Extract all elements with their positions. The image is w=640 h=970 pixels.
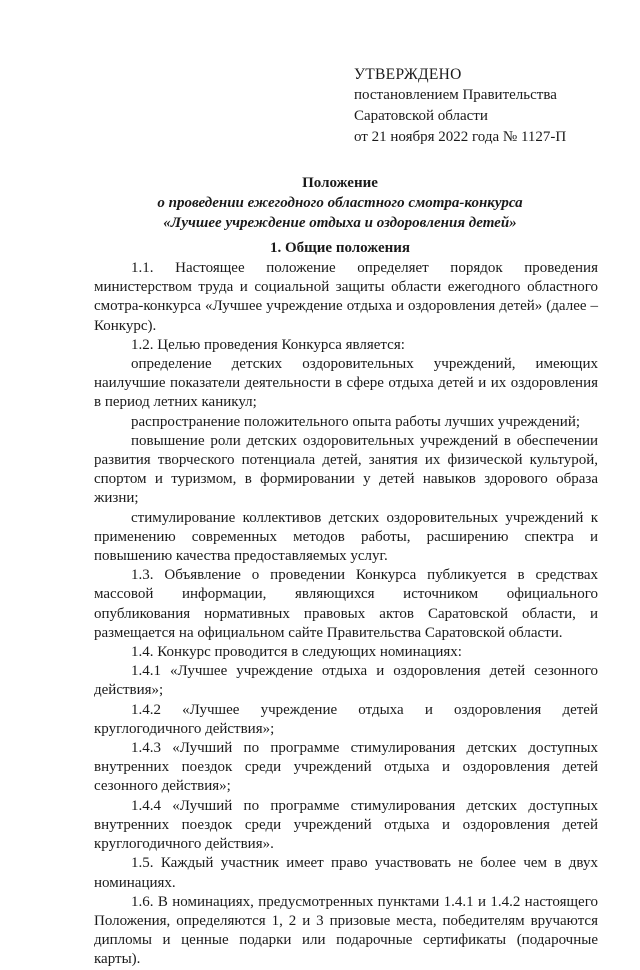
paragraph: 1.4. Конкурс проводится в следующих номинациях: [131,644,462,661]
paragraph: 1.2. Целью проведения Конкурса является: [131,336,405,353]
paragraph: 1.4.2 «Лучшее учреждение отдыха и оздоровления детей круглогодичного действия»; [94,701,598,737]
approval-line: Саратовской области [354,108,488,124]
approval-line: постановлением Правительства [354,87,557,103]
paragraph: повышение роли детских оздоровительных учреждений в обеспечении развития творческого потенциала детей, занятия их физической культурой, спортом и туризмом, в формировании у детей навыков здорового образа жизни; [94,432,598,507]
paragraph: распространение положительного опыта работы лучших учреждений; [131,413,581,430]
document-title [80,173,600,233]
paragraph: 1.1. Настоящее положение определяет порядок проведения министерством труда и социальной защиты области ежегодного областного смотра-конкурса «Лучшее учреждение отдыха и оздоровления детей» (далее – Конкурс). [94,260,598,334]
approval-line: от 21 ноября 2022 года № 1127-П [354,129,567,145]
paragraph: 1.5. Каждый участник имеет право участвовать не более чем в двух номинациях. [94,855,598,891]
section-heading: 1. Общие положения [269,240,411,256]
paragraph: 1.3. Объявление о проведении Конкурса публикуется в средствах массовой информации, являющихся источником официального опубликования нормативных правовых актов Саратовской области, и размещается на официальном сайте Правительства Саратовской области. [94,567,598,641]
paragraph: стимулирование коллективов детских оздоровительных учреждений к применению современных методов работы, расширению спектра и повышению качества предоставляемых услуг. [94,509,598,565]
paragraph: 1.4.4 «Лучший по программе стимулирования детских доступных внутренних поездок среди учреждений отдыха и оздоровления детей круглогодичного действия». [94,797,598,853]
paragraph: 1.6. В номинациях, предусмотренных пунктами 1.4.1 и 1.4.2 настоящего Положения, определяются 1, 2 и 3 призовые места, победителям вручаются дипломы и ценные подарки или подарочные сертификаты (подарочные карты). [94,893,598,968]
document-body [94,259,598,970]
approval-heading: УТВЕРЖДЕНО [354,66,462,83]
title-line: о проведении ежегодного областного смотра-конкурса [157,195,523,211]
title-line: Положение [302,175,378,191]
paragraph: 1.4.1 «Лучшее учреждение отдыха и оздоровления детей сезонного действия»; [94,663,598,699]
paragraph: 1.4.3 «Лучший по программе стимулирования детских доступных внутренних поездок среди учреждений отдыха и оздоровления детей сезонного действия»; [94,740,598,795]
paragraph: определение детских оздоровительных учреждений, имеющих наилучшие показатели деятельности в сфере отдыха детей и их оздоровления в период летних каникул; [94,356,598,411]
title-line: «Лучшее учреждение отдыха и оздоровления детей» [163,215,517,231]
approval-stamp [354,64,566,148]
